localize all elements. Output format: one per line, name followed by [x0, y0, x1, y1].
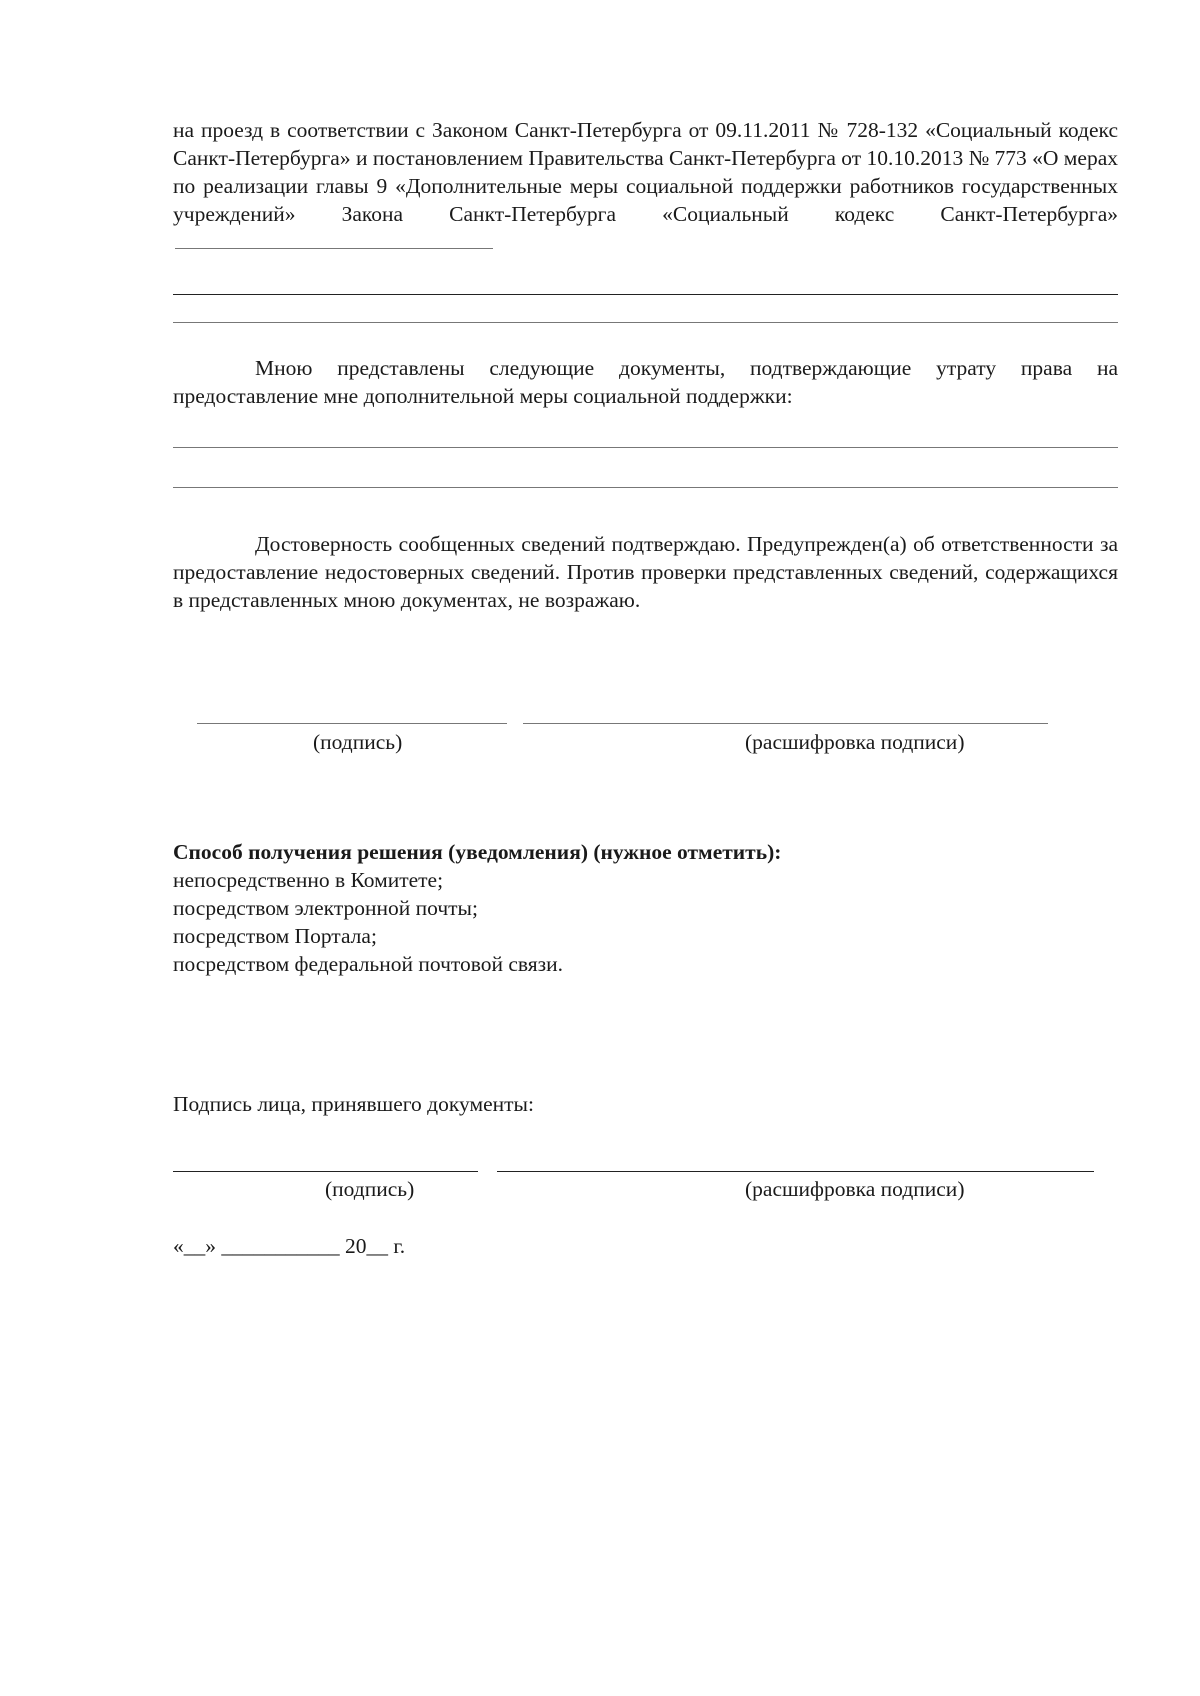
delivery-method-heading: Способ получения решения (уведомления) (нужное отметить):: [173, 840, 782, 864]
delivery-option: посредством электронной почты;: [173, 896, 478, 920]
signature-caption: (подпись): [313, 730, 403, 754]
confirmation-paragraph: Достоверность сообщенных сведений подтверждаю. Предупрежден(а) об ответственности за предоставление недостоверных сведений. Против проверки представленных сведений, содержащихся в представленных мною документах, не возражаю.: [173, 532, 1118, 612]
delivery-option: посредством федеральной почтовой связи.: [173, 952, 564, 976]
receiver-signature-label: Подпись лица, принявшего документы:: [173, 1092, 534, 1116]
fill-line: [173, 322, 1118, 323]
documents-paragraph: Мною представлены следующие документы, подтверждающие утрату права на предоставление мне дополнительной меры социальной поддержки:: [173, 356, 1118, 408]
signature-decoding-caption: (расшифровка подписи): [745, 730, 965, 754]
delivery-method-section: [173, 838, 1118, 978]
intro-text: на проезд в соответствии с Законом Санкт-Петербурга от 09.11.2011 № 728-132 «Социальный кодекс Санкт-Петербурга» и постановлением Правительства Санкт-Петербурга от 10.10.2013 № 773 «О мерах по реализации главы 9 «Дополнительные меры социальной поддержки работников государственных учреждений» Закона Санкт-Петербурга «Социальный кодекс Санкт-Петербурга»: [173, 118, 1118, 226]
signature-decoding-line: [523, 723, 1048, 724]
date-line: «__» ___________ 20__ г.: [173, 1234, 406, 1258]
receiver-decoding-caption: (расшифровка подписи): [745, 1177, 965, 1201]
intro-paragraph: [173, 116, 1118, 256]
fill-line: [173, 487, 1118, 488]
receiver-signature-line: [173, 1171, 478, 1172]
signature-line: [197, 723, 507, 724]
receiver-decoding-line: [497, 1171, 1094, 1172]
receiver-signature-caption: (подпись): [325, 1177, 415, 1201]
fill-line: [173, 447, 1118, 448]
delivery-option: посредством Портала;: [173, 924, 377, 948]
delivery-option: непосредственно в Комитете;: [173, 868, 444, 892]
fill-line: [173, 294, 1118, 295]
intro-fill-line: [175, 230, 493, 249]
